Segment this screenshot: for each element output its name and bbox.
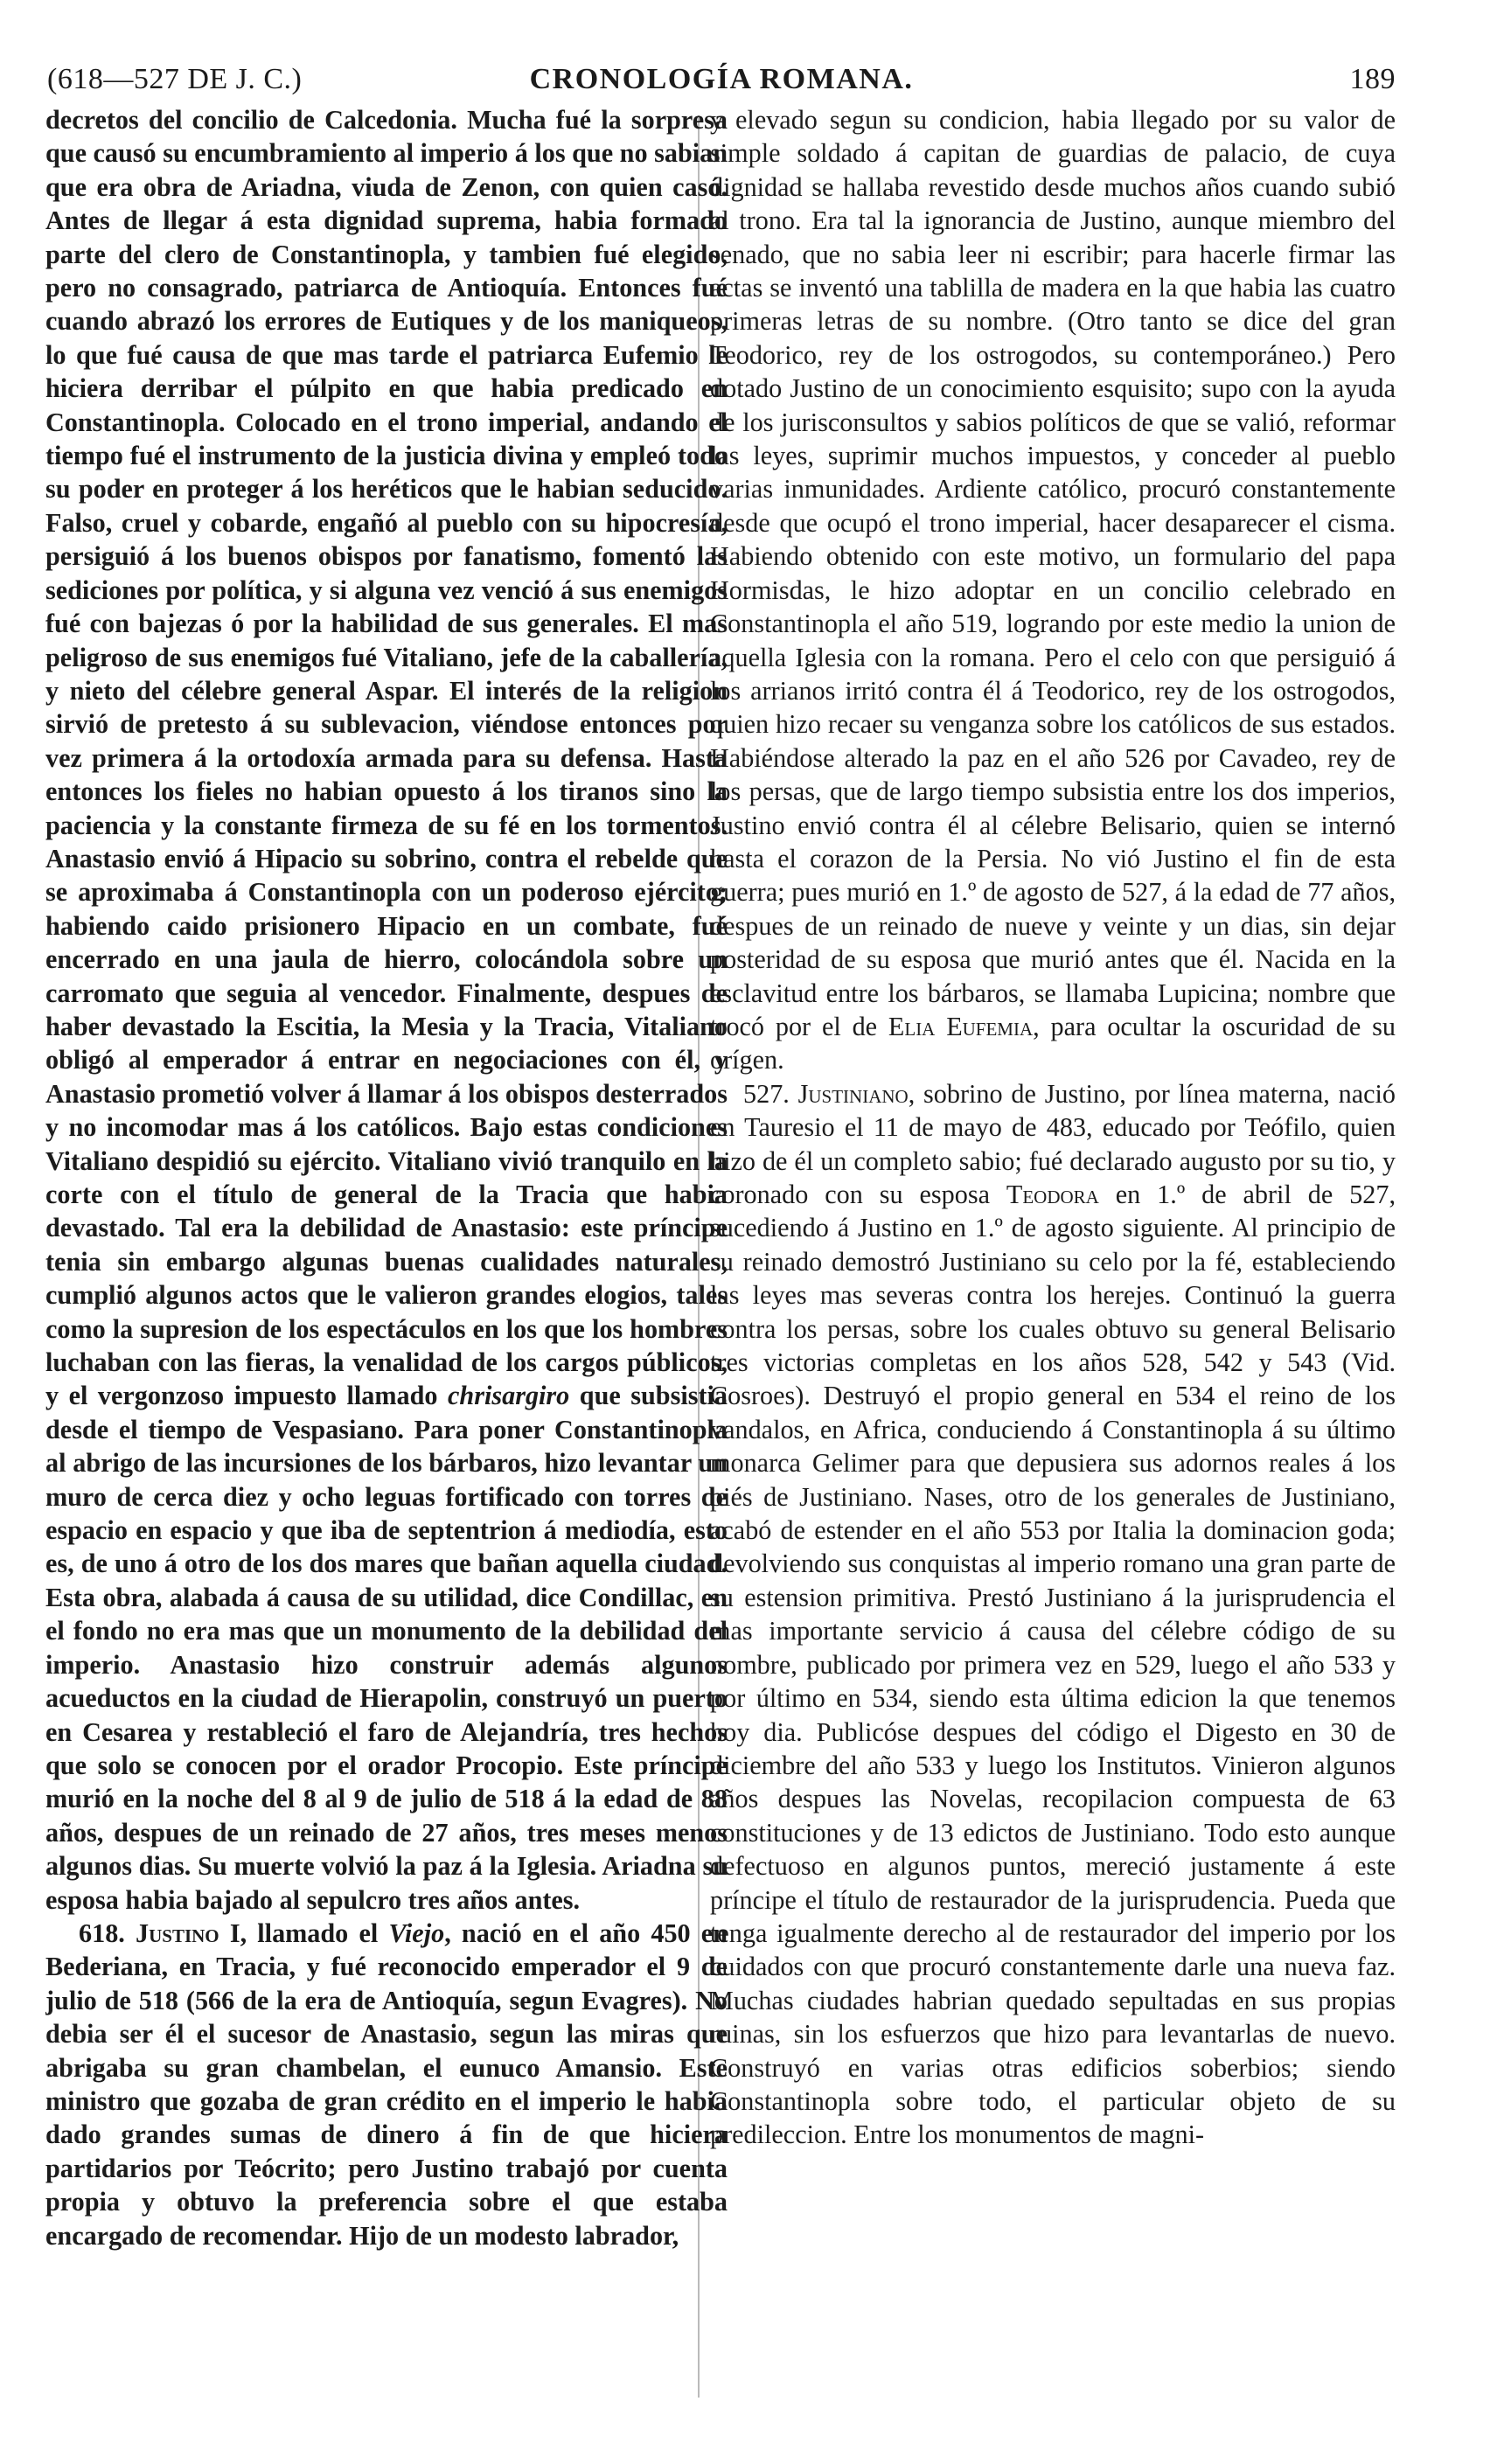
italic-term: chrisargiro — [448, 1381, 570, 1411]
entry-527-justiniano — [710, 1077, 1396, 2152]
entry-text-continued: en 1.º de abril de 527, sucediendo á Justino en 1.º de agosto siguiente. Al principio de su reinado demostró Justiniano su celo por la fé, estableciendo las leyes mas severas contra los herejes. Continuó la guerra contra los persas, sobre los cuales obtuvo su general Belisario tres victorias completas en los años 528, 542 y 543 (Vid. Cosroes). Destruyó el propio general en 534 el reino de los vandalos, en Africa, conduciendo á Constantinopla á su último monarca Gelimer para que depusiera sus adornos reales á los piés de Justiniano. Nases, otro de los generales de Justiniano, acabó de estender en el año 553 por Italia la dominacion goda; devolviendo sus conquistas al imperio romano una gran parte de su estension primitiva. Prestó Justiniano á la jurisprudencia el mas importante servicio á causa del célebre código de su nombre, publicado por primera vez en 529, luego el año 533 y por último en 534, siendo esta última edicion la que tenemos hoy dia. Publicóse despues del código el Digesto en 30 de diciembre del año 533 y luego los Institutos. Vinieron algunos años despues las Novelas, recopilacion compuesta de 63 constituciones y de 13 edictos de Justiniano. Todo esto aunque defectuoso en algunos puntos, mereció justamente á este príncipe el título de restaurador de la jurisprudencia. Pueda que tenga igualmente derecho al de restaurador del imperio por los cuidados con que procuró constantemente darle una nueva faz. Muchas ciudades habrian quedado sepultadas en sus propias ruinas, sin los esfuerzos que hizo para levantarlas de nuevo. Construyó en varias otras edificios soberbios; siendo Constantinopla sobre todo, el particular objeto de su predileccion. Entre los monumentos de magni- — [710, 1180, 1396, 2150]
entry-text-continued: , nació en el año 450 en Bederiana, en Tracia, y fué reconocido emperador el 9 de julio de 518 (566 de la era de Antioquía, segun Evagres). No debia ser él el sucesor de Anastasio, segun las miras que abrigaba su gran chambelan, el eunuco Amansio. Este ministro que gozaba de gran crédito en el imperio le habia dado grandes sumas de dinero á fin de que hiciera partidarios por Teócrito; pero Justino trabajó por cuenta propia y obtuvo la preferencia sobre el que estaba encargado de recomendar. Hijo de un modesto labrador, — [45, 1918, 728, 2251]
paragraph-text-continued: , para ocultar la oscuridad de su orígen. — [710, 1011, 1396, 1075]
header-date-range: (618—527 DE J. C.) — [47, 63, 303, 95]
entry-text: , llamado el — [240, 1918, 379, 1948]
paragraph-justino-continued — [710, 103, 1396, 1077]
entry-name: Justiniano — [797, 1078, 909, 1109]
paragraph-text: decretos del concilio de Calcedonia. Mucha fué la sorpresa que causó su encumbramiento al imperio á los que no sabian que era obra de Ariadna, viuda de Zenon, con quien casó. Antes de llegar á esta dignidad suprema, habia formado parte del clero de Constantinopla, y tambien fué elegido, pero no consagrado, patriarca de Antioquía. Entonces fué cuando abrazó los errores de Eutiques y de los maniqueos, lo que fué causa de que mas tarde el patriarca Eufemio le hiciera derribar el púlpito en que habia predicado en Constantinopla. Colocado en el trono imperial, andando el tiempo fué el instrumento de la justicia divina y empleó todo su poder en proteger á los heréticos que le habian seducido. Falso, cruel y cobarde, engañó al pueblo con su hipocresía, persiguió á los buenos obispos por fanatismo, fomentó las sediciones por política, y si alguna vez venció á sus enemigos fué con bajezas ó por la habilidad de sus generales. El mas peligroso de sus enemigos fué Vitaliano, jefe de la caballería, y nieto del célebre general Aspar. El interés de la religion sirvió de pretesto á su sublevacion, viéndose entonces por vez primera á la ortodoxía armada para su defensa. Hasta entonces los fieles no habian opuesto á los tiranos sino la paciencia y la constante firmeza de su fé en los tormentos. Anastasio envió á Hipacio su sobrino, contra el rebelde que se aproximaba á Constantinopla con un poderoso ejército; habiendo caido prisionero Hipacio en un combate, fué encerrado en una jaula de hierro, colocándola sobre un carromato que seguia al vencedor. Finalmente, despues de haber devastado la Escitia, la Mesia y la Tracia, Vitaliano obligó al emperador á entrar en negociaciones con él, y Anastasio prometió volver á llamar á los obispos desterrados y no incomodar mas á los católicos. Bajo estas condiciones Vitaliano despidió su ejército. Vitaliano vivió tranquilo en la corte con el título de general de la Tracia que habia devastado. Tal era la debilidad de Anastasio: este príncipe tenia sin embargo algunas buenas cualidades naturales, cumplió algunos actos que le valieron grandes elogios, tales como la supresion de los espectáculos en los que los hombres luchaban con las fieras, la venalidad de los cargos públicos, y el vergonzoso impuesto llamado — [45, 105, 728, 1411]
entry-name: Justino I — [136, 1918, 240, 1948]
entry-number: 618. — [79, 1918, 125, 1948]
small-caps-name: Teodora — [1006, 1180, 1099, 1209]
small-caps-name: Elia Eufemia — [888, 1011, 1034, 1041]
entry-text: , sobrino de Justino, por línea materna, nació en Tauresio el 11 de mayo de 483, educado por Teófilo, quien hizo de él un completo sabio; fué declarado augusto por su tio, y coronado con su esposa — [710, 1078, 1396, 1209]
paragraph-anastasio — [45, 103, 728, 1917]
running-header — [47, 63, 1396, 105]
paragraph-text-continued: que subsistia desde el tiempo de Vespasiano. Para poner Constantinopla al abrigo de las incursiones de los bárbaros, hizo levantar un muro de cerca diez y ocho leguas fortificado con torres de espacio en espacio y que iba de septentrion á mediodía, esto es, de uno á otro de los dos mares que bañan aquella ciudad. Esta obra, alabada á causa de su utilidad, dice Condillac, en el fondo no era mas que un monumento de la debilidad del imperio. Anastasio hizo construir además algunos acueductos en la ciudad de Hierapolin, construyó un puerto en Cesarea y restableció el faro de Alejandría, tres hechos que solo se conocen por el orador Procopio. Este príncipe murió en la noche del 8 al 9 de julio de 518 á la edad de 88 años, despues de un reinado de 27 años, tres meses menos algunos dias. Su muerte volvió la paz á la Iglesia. Ariadna su esposa habia bajado al sepulcro tres años antes. — [45, 1381, 728, 1915]
paragraph-text: y elevado segun su condicion, habia llegado por su valor de simple soldado á capitan de guardias de palacio, de cuya dignidad se hallaba revestido desde muchos años cuando subió al trono. Era tal la ignorancia de Justino, aunque miembro del senado, que no sabia leer ni escribir; para hacerle firmar las actas se inventó una tablilla de madera en la que habia las cuatro primeras letras de su nombre. (Otro tanto se dice del gran Teodorico, rey de los ostrogodos, su contemporáneo.) Pero dotado Justino de un conocimiento esquisito; supo con la ayuda de los jurisconsultos y sabios políticos de que se valió, reformar las leyes, suprimir muchos impuestos, y conceder al pueblo varias inmunidades. Ardiente católico, procuró constantemente desde que ocupó el trono imperial, hacer desaparecer el cisma. Habiendo obtenido con este motivo, un formulario del papa Hormisdas, le hizo adoptar en un concilio celebrado en Constantinopla el año 519, logrando por este medio la union de aquella Iglesia con la romana. Pero el celo con que persiguió á los arrianos irritó contra él á Teodorico, rey de los ostrogodos, quien hizo recaer su venganza sobre los católicos de sus estados. Habiéndose alterado la paz en el año 526 por Cavadeo, rey de los persas, que de largo tiempo subsistia entre los dos imperios, Justino envió contra él al célebre Belisario, quien se internó hasta el corazon de la Persia. No vió Justino el fin de esta guerra; pues murió en 1.º de agosto de 527, á la edad de 77 años, despues de un reinado de nueve y veinte y un dias, sin dejar posteridad de su esposa que murió antes que él. Nacida en la esclavitud entre los bárbaros, se llamaba Lupicina; nombre que trocó por el de — [710, 105, 1396, 1041]
entry-618-justino — [45, 1917, 728, 2252]
italic-epithet: Viejo — [388, 1918, 445, 1948]
header-title: CRONOLOGÍA ROMANA. — [529, 63, 914, 95]
left-column — [45, 103, 728, 2385]
right-column — [710, 103, 1396, 2385]
entry-number: 527. — [743, 1078, 790, 1109]
page-number: 189 — [1349, 63, 1396, 95]
